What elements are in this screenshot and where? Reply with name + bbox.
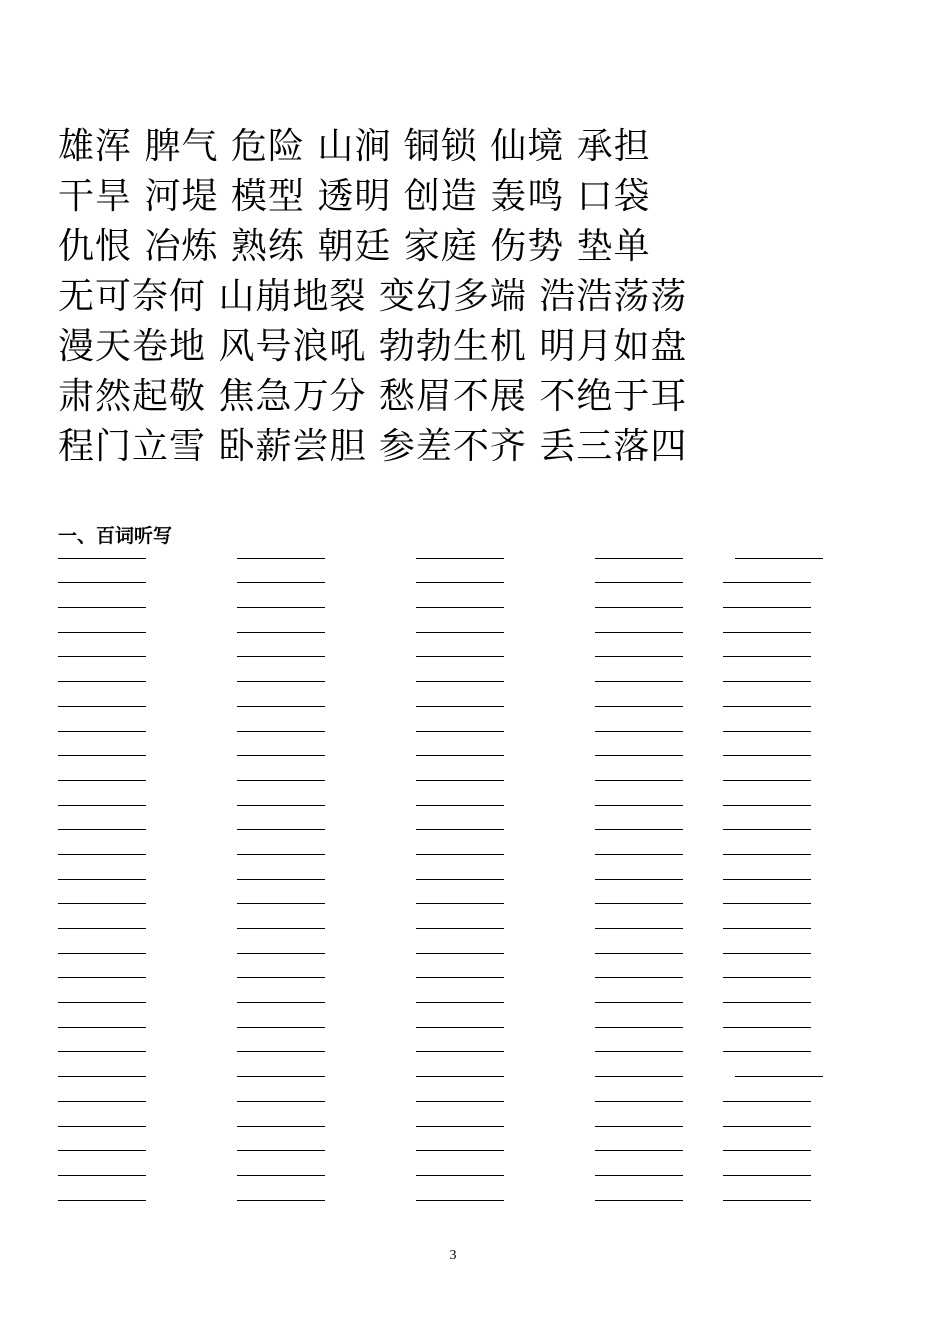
answer-blank[interactable]: [416, 731, 504, 732]
answer-blank[interactable]: [723, 755, 811, 756]
answer-blank[interactable]: [416, 903, 504, 904]
answer-blank[interactable]: [595, 879, 683, 880]
vocab-row: 干旱 河堤 模型 透明 创造 轰鸣 口袋: [58, 176, 651, 217]
answer-blank[interactable]: [58, 731, 146, 732]
answer-row: [58, 1005, 918, 1030]
answer-blank[interactable]: [58, 582, 146, 583]
answer-row: [58, 980, 918, 1005]
answer-row: [58, 832, 918, 857]
page-number: 3: [449, 1248, 457, 1263]
answer-blank[interactable]: [595, 1126, 683, 1127]
answer-blank[interactable]: [416, 829, 504, 830]
answer-blank[interactable]: [595, 607, 683, 608]
answer-blank[interactable]: [595, 1027, 683, 1028]
answer-blank[interactable]: [58, 879, 146, 880]
answer-blank[interactable]: [58, 706, 146, 707]
answer-row: [58, 931, 918, 956]
answer-blank[interactable]: [237, 1027, 325, 1028]
answer-blank[interactable]: [237, 1150, 325, 1151]
answer-blank[interactable]: [595, 706, 683, 707]
answer-blank[interactable]: [735, 1076, 823, 1077]
answer-blank[interactable]: [723, 977, 811, 978]
answer-blank[interactable]: [237, 829, 325, 830]
answer-row: [58, 610, 918, 635]
answer-blank[interactable]: [58, 829, 146, 830]
answer-row: [58, 808, 918, 833]
answer-row: [58, 857, 918, 882]
answer-blank[interactable]: [237, 1126, 325, 1127]
answer-blank[interactable]: [58, 656, 146, 657]
answer-blank[interactable]: [416, 1200, 504, 1201]
answer-blank[interactable]: [237, 1101, 325, 1102]
answer-blank[interactable]: [416, 977, 504, 978]
answer-blank[interactable]: [723, 1175, 811, 1176]
answer-blank[interactable]: [416, 780, 504, 781]
answer-blank[interactable]: [595, 755, 683, 756]
answer-blank[interactable]: [723, 953, 811, 954]
answer-blank[interactable]: [237, 854, 325, 855]
answer-blank[interactable]: [237, 755, 325, 756]
answer-blank[interactable]: [237, 903, 325, 904]
answer-blank[interactable]: [58, 805, 146, 806]
answer-row: [58, 956, 918, 981]
answer-row: [58, 1054, 918, 1079]
answer-blank[interactable]: [58, 1101, 146, 1102]
answer-blank[interactable]: [237, 879, 325, 880]
answer-blank[interactable]: [58, 755, 146, 756]
answer-blank[interactable]: [595, 953, 683, 954]
answer-row: [58, 734, 918, 759]
answer-blank[interactable]: [58, 1076, 146, 1077]
answer-blank[interactable]: [595, 656, 683, 657]
answer-blank[interactable]: [237, 1175, 325, 1176]
answer-row: [58, 1178, 918, 1203]
answer-blank[interactable]: [595, 805, 683, 806]
answer-row: [58, 684, 918, 709]
dictation-section-title: 一、百词听写: [58, 525, 173, 547]
answer-blank[interactable]: [723, 656, 811, 657]
answer-blank[interactable]: [58, 1175, 146, 1176]
answer-blank[interactable]: [416, 1101, 504, 1102]
answer-blank[interactable]: [416, 582, 504, 583]
answer-blank[interactable]: [237, 731, 325, 732]
answer-blank[interactable]: [723, 903, 811, 904]
answer-blank[interactable]: [595, 681, 683, 682]
answer-blank[interactable]: [723, 1150, 811, 1151]
answer-blank[interactable]: [58, 1126, 146, 1127]
answer-blank[interactable]: [237, 953, 325, 954]
vocab-row: 肃然起敬 焦急万分 愁眉不展 不绝于耳: [58, 376, 688, 417]
answer-row: [58, 758, 918, 783]
answer-blank[interactable]: [237, 1051, 325, 1052]
answer-blank[interactable]: [595, 1175, 683, 1176]
answer-blank[interactable]: [58, 780, 146, 781]
answer-blank[interactable]: [237, 656, 325, 657]
answer-blank[interactable]: [723, 582, 811, 583]
answer-blank[interactable]: [416, 879, 504, 880]
answer-row: [58, 659, 918, 684]
answer-blank[interactable]: [723, 1101, 811, 1102]
answer-blank[interactable]: [416, 805, 504, 806]
answer-blank[interactable]: [735, 558, 823, 559]
answer-row: [58, 906, 918, 931]
answer-blank[interactable]: [58, 1150, 146, 1151]
vocab-row: 漫天卷地 风号浪吼 勃勃生机 明月如盘: [58, 326, 688, 367]
answer-blank[interactable]: [416, 656, 504, 657]
vocab-row: 程门立雪 卧薪尝胆 参差不齐 丢三落四: [58, 426, 688, 467]
answer-blank[interactable]: [595, 632, 683, 633]
vocabulary-list: [58, 122, 918, 472]
answer-blank[interactable]: [237, 632, 325, 633]
answer-blank[interactable]: [595, 1002, 683, 1003]
answer-blank[interactable]: [416, 681, 504, 682]
answer-blank[interactable]: [595, 928, 683, 929]
answer-blank[interactable]: [58, 1051, 146, 1052]
answer-row: [58, 536, 918, 561]
answer-blank[interactable]: [595, 903, 683, 904]
answer-blank[interactable]: [595, 731, 683, 732]
answer-row: [58, 1129, 918, 1154]
answer-blank[interactable]: [237, 582, 325, 583]
answer-blank[interactable]: [416, 558, 504, 559]
answer-row: [58, 1079, 918, 1104]
answer-blank[interactable]: [416, 607, 504, 608]
answer-blank[interactable]: [416, 1175, 504, 1176]
answer-blank[interactable]: [58, 854, 146, 855]
answer-row: [58, 1104, 918, 1129]
answer-blank[interactable]: [58, 903, 146, 904]
answer-row: [58, 1030, 918, 1055]
answer-blank[interactable]: [723, 829, 811, 830]
answer-blank[interactable]: [595, 1101, 683, 1102]
vocab-row: 无可奈何 山崩地裂 变幻多端 浩浩荡荡: [58, 276, 688, 317]
answer-blank[interactable]: [723, 780, 811, 781]
answer-blank[interactable]: [723, 854, 811, 855]
answer-row: [58, 709, 918, 734]
answer-blank[interactable]: [723, 1027, 811, 1028]
answer-blank[interactable]: [58, 928, 146, 929]
answer-blank[interactable]: [237, 1076, 325, 1077]
answer-blank[interactable]: [58, 1200, 146, 1201]
answer-blank[interactable]: [723, 632, 811, 633]
answer-blank[interactable]: [237, 805, 325, 806]
answer-row: [58, 585, 918, 610]
answer-blank[interactable]: [723, 681, 811, 682]
vocab-row: 雄浑 脾气 危险 山涧 铜锁 仙境 承担: [58, 126, 651, 167]
answer-blank[interactable]: [237, 928, 325, 929]
answer-blank[interactable]: [237, 780, 325, 781]
answer-blank[interactable]: [595, 780, 683, 781]
answer-row: [58, 1153, 918, 1178]
answer-blank[interactable]: [595, 582, 683, 583]
answer-row: [58, 561, 918, 586]
answer-blank[interactable]: [416, 854, 504, 855]
answer-blank[interactable]: [595, 977, 683, 978]
answer-blank[interactable]: [58, 632, 146, 633]
answer-blank[interactable]: [595, 1150, 683, 1151]
answer-blank[interactable]: [723, 1200, 811, 1201]
answer-blank[interactable]: [416, 1150, 504, 1151]
answer-blank[interactable]: [237, 1200, 325, 1201]
answer-blank[interactable]: [723, 805, 811, 806]
answer-blank[interactable]: [416, 706, 504, 707]
answer-blank[interactable]: [595, 1051, 683, 1052]
vocab-row: 仇恨 冶炼 熟练 朝廷 家庭 伤势 垫单: [58, 226, 651, 267]
answer-blank[interactable]: [416, 1002, 504, 1003]
answer-blank[interactable]: [416, 755, 504, 756]
answer-blank[interactable]: [237, 977, 325, 978]
answer-row: [58, 635, 918, 660]
answer-blank[interactable]: [723, 731, 811, 732]
answer-blank[interactable]: [723, 607, 811, 608]
answer-blank[interactable]: [723, 1051, 811, 1052]
answer-blank[interactable]: [58, 681, 146, 682]
answer-blank[interactable]: [595, 558, 683, 559]
answer-blank[interactable]: [416, 928, 504, 929]
answer-blank[interactable]: [723, 1126, 811, 1127]
answer-blank[interactable]: [416, 1051, 504, 1052]
answer-blank[interactable]: [595, 1076, 683, 1077]
answer-row: [58, 882, 918, 907]
answer-blank[interactable]: [595, 854, 683, 855]
answer-blank[interactable]: [416, 632, 504, 633]
answer-blank[interactable]: [58, 607, 146, 608]
answer-blank[interactable]: [58, 977, 146, 978]
answer-blank[interactable]: [595, 1200, 683, 1201]
dictation-answer-grid: [58, 536, 918, 1203]
answer-blank[interactable]: [723, 879, 811, 880]
answer-blank[interactable]: [237, 1002, 325, 1003]
answer-blank[interactable]: [723, 1002, 811, 1003]
answer-blank[interactable]: [58, 1027, 146, 1028]
answer-blank[interactable]: [58, 1002, 146, 1003]
answer-blank[interactable]: [416, 1076, 504, 1077]
answer-blank[interactable]: [416, 1027, 504, 1028]
answer-blank[interactable]: [237, 681, 325, 682]
answer-blank[interactable]: [58, 953, 146, 954]
answer-blank[interactable]: [416, 953, 504, 954]
answer-blank[interactable]: [237, 558, 325, 559]
answer-row: [58, 783, 918, 808]
answer-blank[interactable]: [237, 607, 325, 608]
answer-blank[interactable]: [723, 928, 811, 929]
answer-blank[interactable]: [595, 829, 683, 830]
answer-blank[interactable]: [58, 558, 146, 559]
answer-blank[interactable]: [723, 706, 811, 707]
answer-blank[interactable]: [416, 1126, 504, 1127]
answer-blank[interactable]: [237, 706, 325, 707]
